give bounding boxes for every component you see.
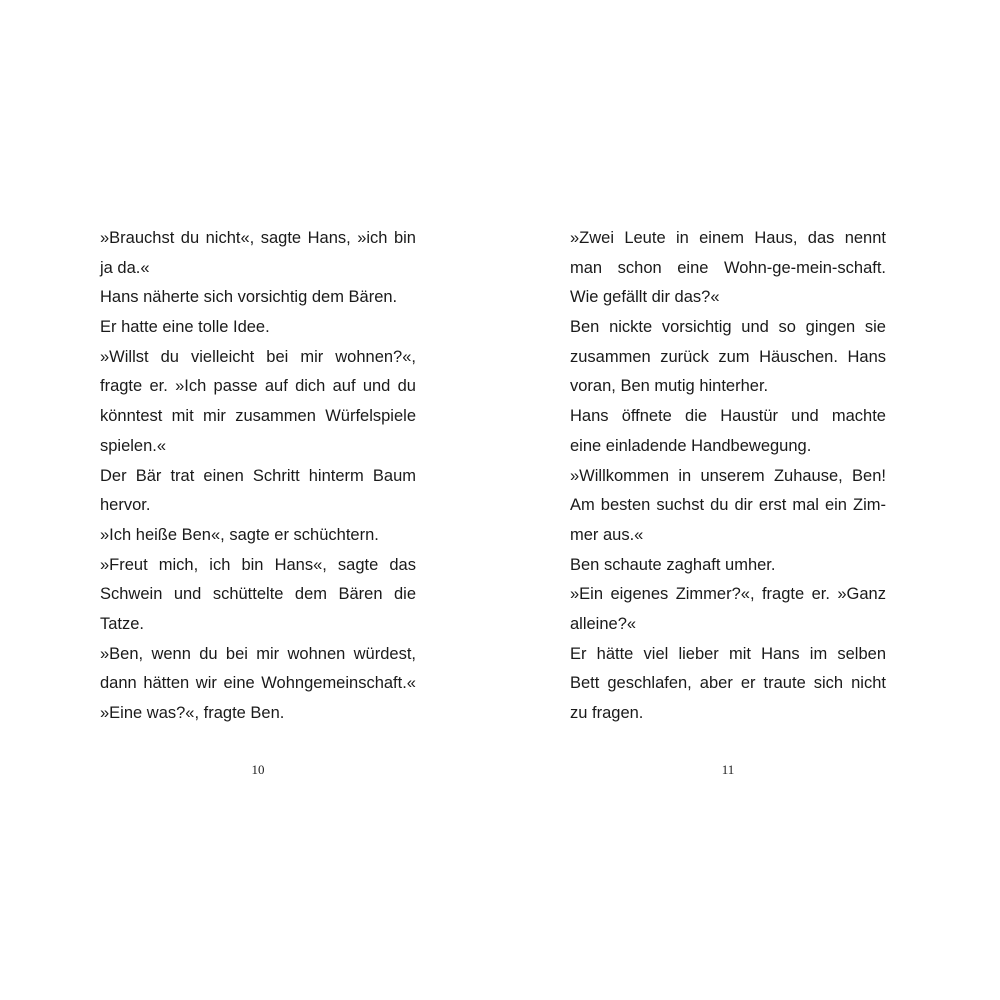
text-line: mer aus.« [570, 525, 644, 544]
text-line: ja da.« [100, 258, 150, 277]
page-number-right: 11 [721, 762, 735, 777]
text-line: könntest mit mir zusammen Würfelspiele [100, 407, 416, 426]
text-line: Er hätte viel lieber mit Hans im selben [570, 644, 886, 663]
text-line: man schon eine Wohn-ge-mein-schaft. [570, 258, 886, 277]
text-line: Hans näherte sich vorsichtig dem Bären. [100, 288, 398, 307]
text-line: »Freut mich, ich bin Hans«, sagte das [100, 555, 416, 574]
text-line: Tatze. [100, 614, 145, 633]
text-line: Der Bär trat einen Schritt hinterm Baum [100, 466, 416, 485]
text-line: »Zwei Leute in einem Haus, das nennt [570, 229, 886, 247]
text-line: zusammen zurück zum Häuschen. Hans [570, 347, 886, 366]
right-page-text [570, 224, 886, 729]
text-line: Ben nickte vorsichtig und so gingen sie [570, 318, 886, 337]
text-line: Hans öffnete die Haustür und machte [570, 407, 886, 426]
text-line: »Ben, wenn du bei mir wohnen würdest, [100, 644, 416, 663]
text-line: »Brauchst du nicht«, sagte Hans, »ich bin [100, 229, 416, 247]
text-line: Schwein und schüttelte dem Bären die [100, 585, 416, 604]
text-line: »Ich heiße Ben«, sagte er schüchtern. [100, 525, 379, 544]
text-line: alleine?« [570, 614, 637, 633]
text-line: »Ein eigenes Zimmer?«, fragte er. »Ganz [570, 585, 886, 604]
text-line: voran, Ben mutig hinterher. [570, 377, 769, 396]
text-line: »Willst du vielleicht bei mir wohnen?«, [100, 347, 416, 366]
text-line: Ben schaute zaghaft umher. [570, 555, 776, 574]
text-line: fragte er. »Ich passe auf dich auf und du [100, 377, 416, 396]
text-line: Er hatte eine tolle Idee. [100, 318, 270, 337]
text-line: Bett geschlafen, aber er traute sich nicht [570, 674, 886, 693]
text-line: »Eine was?«, fragte Ben. [100, 704, 285, 722]
text-line: dann hätten wir eine Wohngemeinschaft.« [100, 674, 416, 693]
page-number-left: 10 [251, 762, 265, 777]
text-line: »Willkommen in unserem Zuhause, Ben! [570, 466, 886, 485]
text-line: eine einladende Handbewegung. [570, 436, 812, 455]
left-page-text [100, 224, 416, 729]
text-line: zu fragen. [570, 704, 644, 722]
text-line: Wie gefällt dir das?« [570, 288, 720, 307]
text-line: spielen.« [100, 436, 167, 455]
text-line: hervor. [100, 496, 151, 515]
text-line: Am besten suchst du dir erst mal ein Zim- [570, 496, 886, 515]
